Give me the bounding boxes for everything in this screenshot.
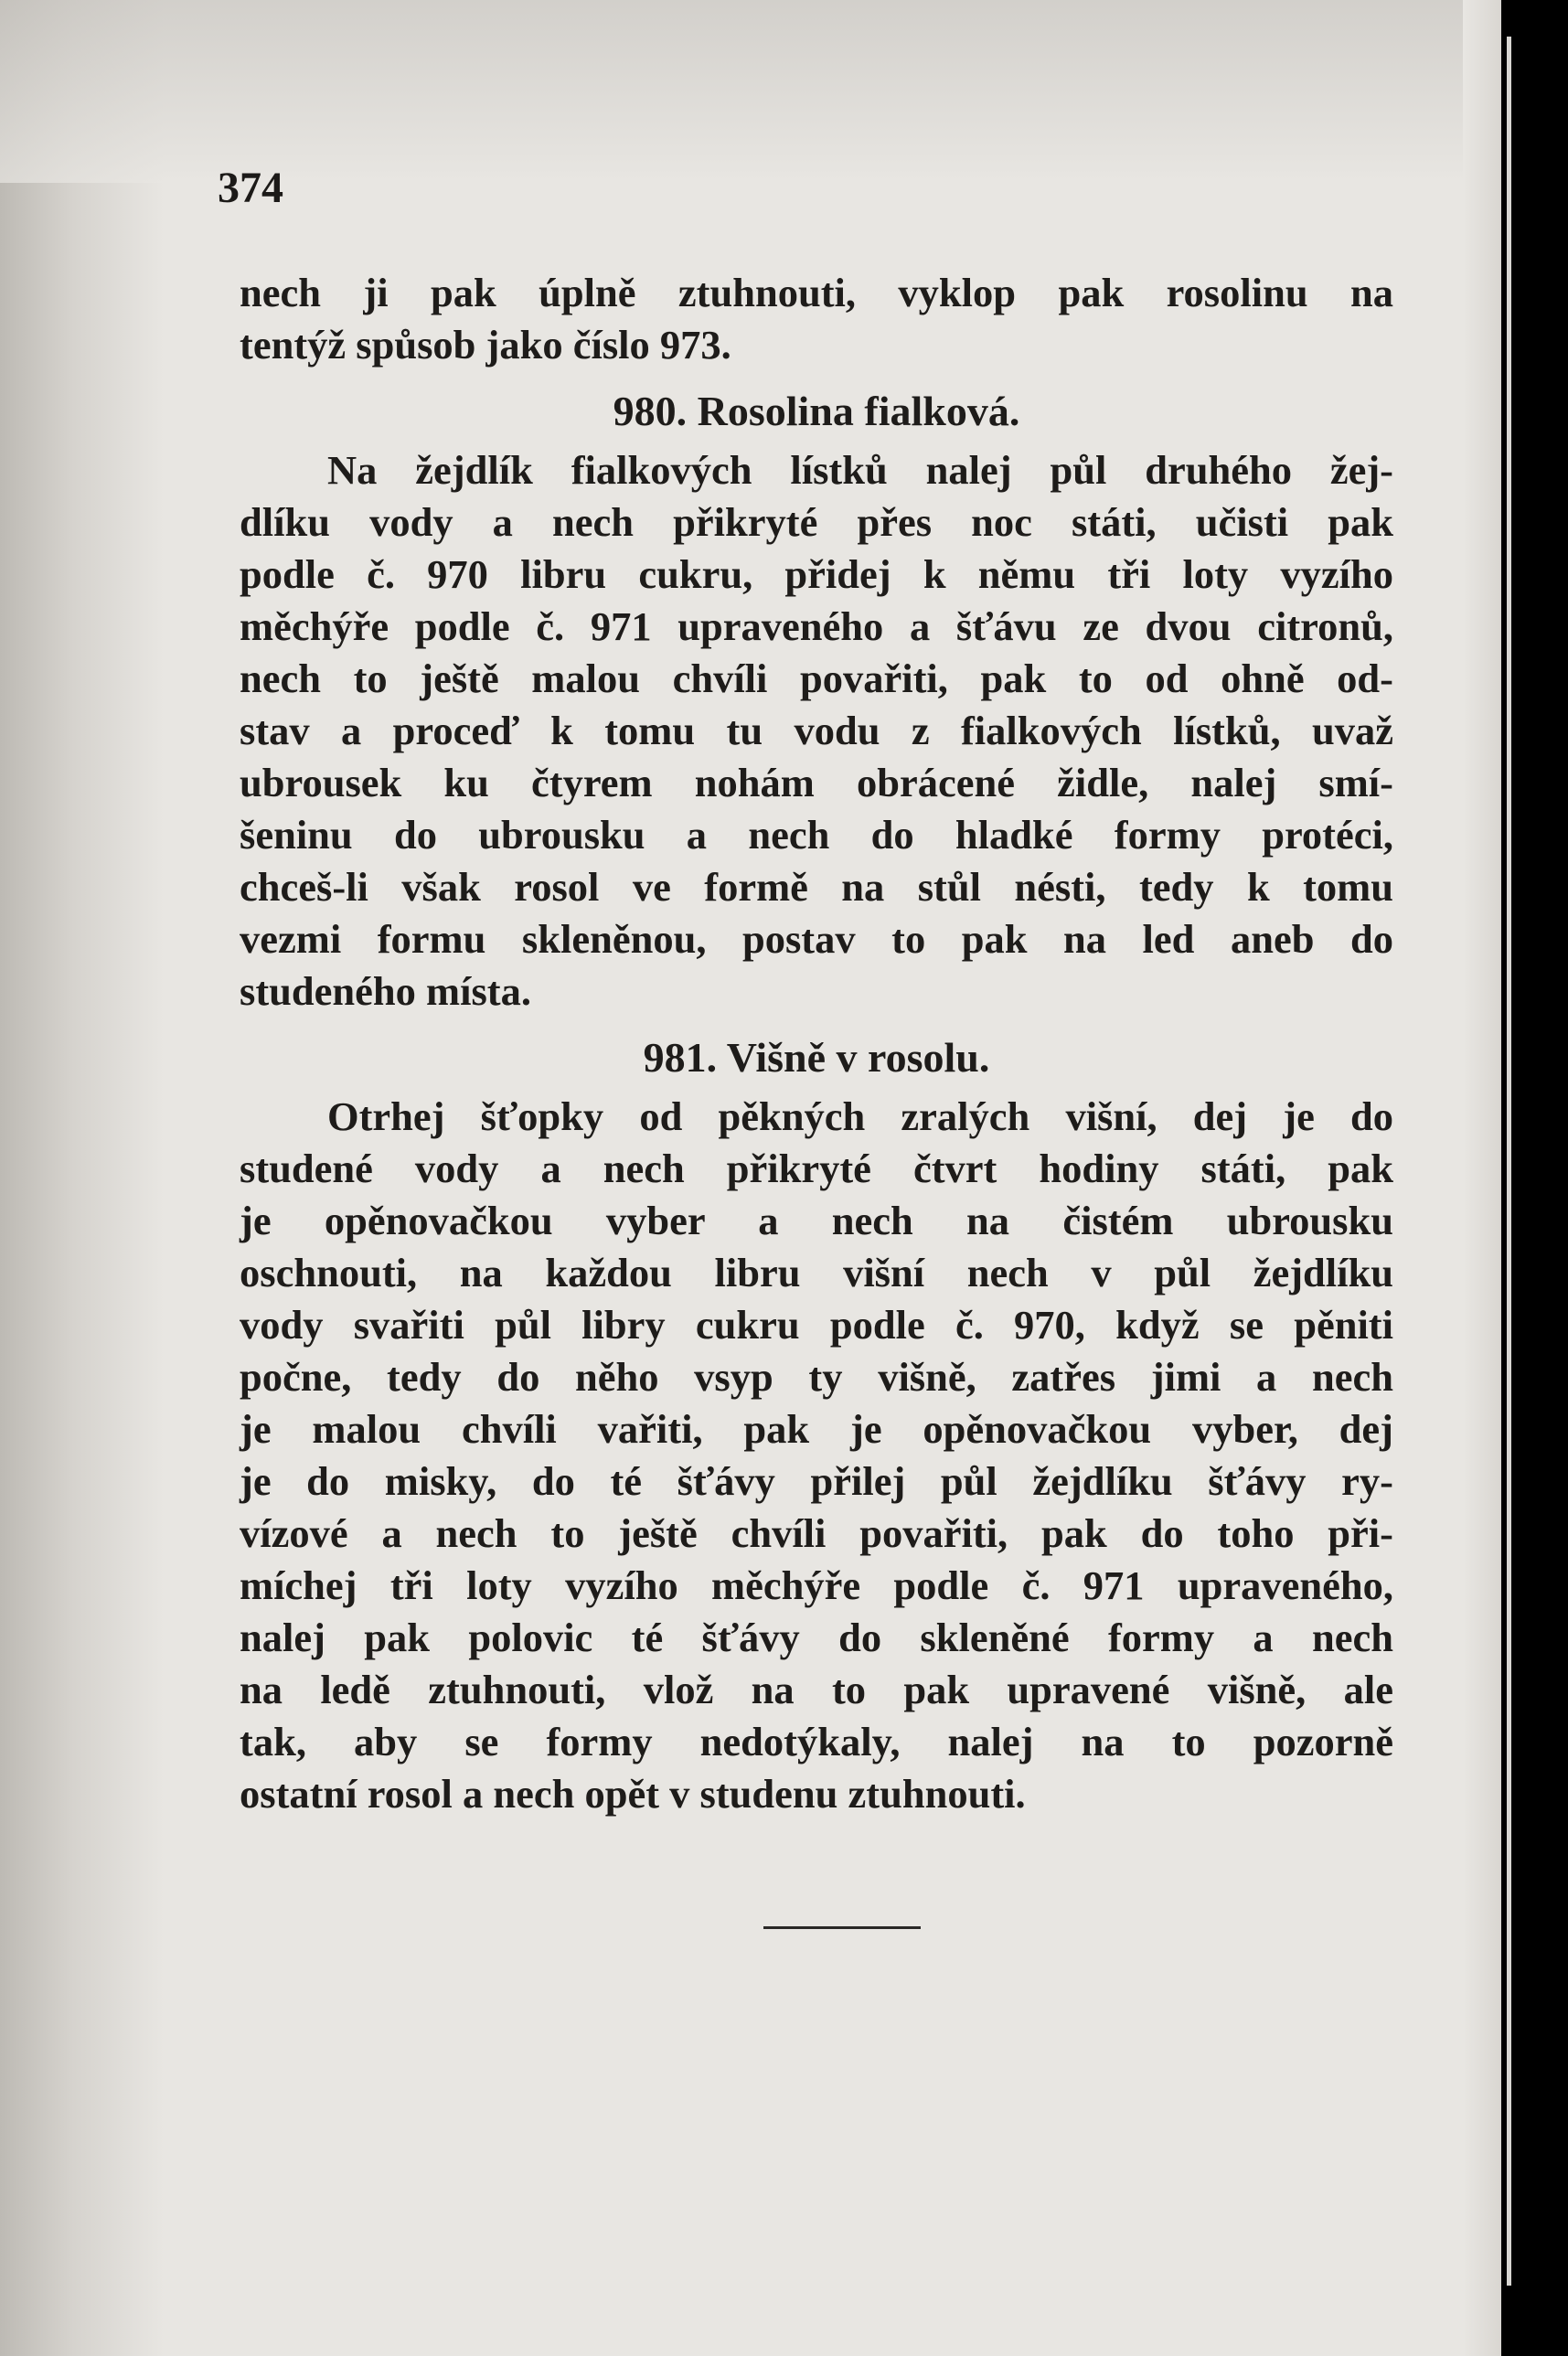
text-line: na ledě ztuhnouti, vlož na to pak upravené višně, ale	[240, 1667, 1393, 1712]
text-line: podle č. 970 libru cukru, přidej k němu tři loty vyzího	[240, 551, 1393, 597]
text-line: oschnouti, na každou libru višní nech v půl žejdlíku	[240, 1250, 1393, 1295]
text-line: nalej pak polovic té šťávy do skleněné formy a nech	[240, 1615, 1393, 1660]
text-line: tentýž spůsob jako číslo 973.	[240, 322, 731, 368]
section-end-rule	[763, 1926, 921, 1929]
text-line: Na žejdlík fialkových lístků nalej půl druhého žej-	[327, 447, 1393, 493]
text-line: šeninu do ubrousku a nech do hladké formy protéci,	[240, 812, 1393, 858]
text-line: vízové a nech to ještě chvíli povařiti, pak do toho při-	[240, 1510, 1393, 1556]
scan-edge-line	[1507, 37, 1511, 2286]
text-line: studeného místa.	[240, 968, 531, 1014]
text-line: je do misky, do té šťávy přilej půl žejdlíku šťávy ry-	[240, 1458, 1393, 1504]
text-line: měchýře podle č. 971 upraveného a šťávu ze dvou citronů,	[240, 603, 1393, 649]
page-number: 374	[218, 164, 283, 212]
text-line: počne, tedy do něho vsyp ty višně, zatřes jimi a nech	[240, 1354, 1393, 1400]
recipe-heading-981: 981. Višně v rosolu.	[643, 1034, 990, 1081]
text-line: stav a proceď k tomu tu vodu z fialkových lístků, uvaž	[240, 708, 1393, 753]
text-line: nech to ještě malou chvíli povařiti, pak to od ohně od-	[240, 656, 1393, 701]
text-line: dlíku vody a nech přikryté přes noc státi, učisti pak	[240, 499, 1393, 545]
page-top-shadow	[0, 0, 1501, 183]
text-line: Otrhej šťopky od pěkných zralých višní, dej je do	[327, 1093, 1393, 1139]
text-line: nech ji pak úplně ztuhnouti, vyklop pak rosolinu na	[240, 270, 1393, 315]
page-text	[240, 267, 1393, 1820]
text-line: vody svařiti půl libry cukru podle č. 970, když se pěniti	[240, 1302, 1393, 1348]
text-line: studené vody a nech přikryté čtvrt hodiny státi, pak	[240, 1146, 1393, 1191]
text-line: je opěnovačkou vyber a nech na čistém ubrousku	[240, 1198, 1393, 1243]
text-line: ubrousek ku čtyrem nohám obrácené židle, nalej smí-	[240, 760, 1393, 805]
recipe-heading-980: 980. Rosolina fialková.	[613, 388, 1020, 434]
page-gutter-shadow	[0, 0, 165, 2356]
text-line: chceš-li však rosol ve formě na stůl nésti, tedy k tomu	[240, 864, 1393, 910]
text-line: tak, aby se formy nedotýkaly, nalej na to pozorně	[240, 1719, 1393, 1764]
text-line: je malou chvíli vařiti, pak je opěnovačkou vyber, dej	[240, 1406, 1393, 1452]
page-right-shadow	[1463, 0, 1501, 2356]
text-line: ostatní rosol a nech opět v studenu ztuhnouti.	[240, 1771, 1026, 1817]
text-line: míchej tři loty vyzího měchýře podle č. 971 upraveného,	[240, 1562, 1393, 1608]
text-line: vezmi formu skleněnou, postav to pak na led aneb do	[240, 916, 1393, 962]
